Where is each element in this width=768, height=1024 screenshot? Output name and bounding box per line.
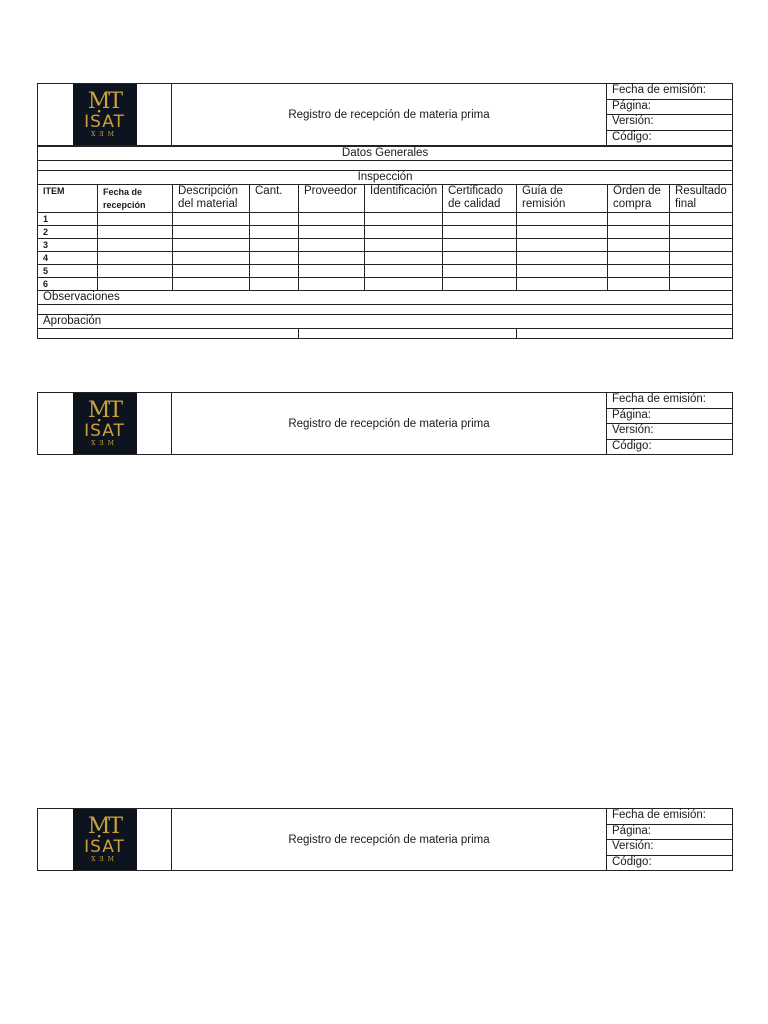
table-cell[interactable]: [365, 265, 443, 278]
col-purchase-order: Orden de compra: [608, 185, 670, 213]
approval-label: Aprobación: [38, 315, 733, 329]
table-cell[interactable]: [608, 239, 670, 252]
company-logo: [73, 84, 137, 145]
table-cell[interactable]: [299, 278, 365, 291]
table-cell[interactable]: [365, 278, 443, 291]
table-cell[interactable]: [608, 252, 670, 265]
field-issue-date: Fecha de emisión:: [607, 393, 733, 409]
field-issue-date: Fecha de emisión:: [607, 84, 733, 100]
table-cell[interactable]: [250, 239, 299, 252]
field-version: Versión:: [607, 115, 733, 131]
table-row: [38, 278, 733, 291]
section-general: Datos Generales: [38, 147, 733, 161]
general-blank-row[interactable]: [38, 161, 733, 171]
observations-label: Observaciones: [38, 291, 733, 305]
logo-word: ISAT: [84, 421, 125, 441]
table-cell[interactable]: [98, 226, 173, 239]
col-delivery-note: Guía de remisión: [517, 185, 608, 213]
table-cell[interactable]: [250, 278, 299, 291]
field-version: Versión:: [607, 840, 733, 856]
table-cell[interactable]: [517, 265, 608, 278]
logo-monogram: ṂT: [87, 814, 122, 839]
logo-sub: XƎM: [91, 440, 118, 447]
table-row: [38, 265, 733, 278]
table-cell[interactable]: [173, 252, 250, 265]
logo-sub: XƎM: [91, 131, 118, 138]
col-quality-certificate: Certificado de calidad: [443, 185, 517, 213]
table-cell[interactable]: [517, 239, 608, 252]
logo-cell: [38, 84, 172, 146]
logo-cell: [38, 809, 172, 871]
header-table: [37, 83, 733, 146]
document-title: Registro de recepción de materia prima: [172, 393, 607, 455]
header-table: [37, 392, 733, 455]
table-cell[interactable]: [443, 213, 517, 226]
table-row: [38, 239, 733, 252]
table-cell[interactable]: [365, 252, 443, 265]
table-cell[interactable]: [670, 239, 733, 252]
table-cell[interactable]: [517, 226, 608, 239]
table-cell[interactable]: [98, 213, 173, 226]
logo-monogram: ṂT: [87, 398, 122, 423]
table-cell[interactable]: [98, 252, 173, 265]
table-cell[interactable]: [443, 278, 517, 291]
col-identification: Identificación: [365, 185, 443, 213]
table-cell[interactable]: [299, 252, 365, 265]
table-cell[interactable]: [670, 213, 733, 226]
company-logo: [73, 393, 137, 454]
table-cell[interactable]: [608, 213, 670, 226]
table-cell[interactable]: [173, 226, 250, 239]
form-page-1: [37, 83, 732, 339]
table-cell[interactable]: [608, 278, 670, 291]
approval-field-3[interactable]: [517, 329, 733, 339]
table-cell[interactable]: [98, 239, 173, 252]
form-page-3-header: [37, 808, 732, 871]
col-final-result: Resultado final: [670, 185, 733, 213]
section-inspection: Inspección: [38, 171, 733, 185]
item-number: 5: [38, 265, 98, 278]
table-cell[interactable]: [299, 265, 365, 278]
table-cell[interactable]: [517, 278, 608, 291]
table-cell[interactable]: [365, 213, 443, 226]
logo-word: ISAT: [84, 837, 125, 857]
field-issue-date: Fecha de emisión:: [607, 809, 733, 825]
table-cell[interactable]: [365, 226, 443, 239]
col-supplier: Proveedor: [299, 185, 365, 213]
field-code: Código:: [607, 130, 733, 146]
table-cell[interactable]: [443, 226, 517, 239]
logo-sub: XƎM: [91, 856, 118, 863]
table-cell[interactable]: [443, 252, 517, 265]
table-row: [38, 213, 733, 226]
approval-field-1[interactable]: [38, 329, 299, 339]
table-cell[interactable]: [670, 265, 733, 278]
table-cell[interactable]: [365, 239, 443, 252]
table-cell[interactable]: [98, 278, 173, 291]
item-number: 2: [38, 226, 98, 239]
table-cell[interactable]: [299, 213, 365, 226]
field-code: Código:: [607, 439, 733, 455]
table-row: [38, 252, 733, 265]
table-cell[interactable]: [250, 252, 299, 265]
field-code: Código:: [607, 855, 733, 871]
logo-word: ISAT: [84, 112, 125, 132]
field-page: Página:: [607, 99, 733, 115]
table-cell[interactable]: [173, 278, 250, 291]
table-cell[interactable]: [250, 213, 299, 226]
table-cell[interactable]: [517, 213, 608, 226]
table-cell[interactable]: [173, 265, 250, 278]
document-title: Registro de recepción de materia prima: [172, 84, 607, 146]
table-cell[interactable]: [517, 252, 608, 265]
table-cell[interactable]: [670, 226, 733, 239]
col-reception-date: Fecha de recepción: [98, 185, 173, 213]
table-cell[interactable]: [173, 213, 250, 226]
table-cell[interactable]: [299, 226, 365, 239]
col-item: ITEM: [38, 185, 98, 213]
table-cell[interactable]: [670, 278, 733, 291]
form-page-2-header: [37, 392, 732, 455]
field-page: Página:: [607, 408, 733, 424]
table-cell[interactable]: [98, 265, 173, 278]
field-version: Versión:: [607, 424, 733, 440]
item-number: 6: [38, 278, 98, 291]
table-cell[interactable]: [443, 239, 517, 252]
logo-cell: [38, 393, 172, 455]
inspection-table: [37, 146, 733, 339]
company-logo: [73, 809, 137, 870]
table-cell[interactable]: [608, 226, 670, 239]
item-number: 4: [38, 252, 98, 265]
approval-field-2[interactable]: [299, 329, 517, 339]
table-cell[interactable]: [250, 265, 299, 278]
logo-monogram: ṂT: [87, 89, 122, 114]
item-number: 3: [38, 239, 98, 252]
col-quantity: Cant.: [250, 185, 299, 213]
header-table: [37, 808, 733, 871]
field-page: Página:: [607, 824, 733, 840]
table-cell[interactable]: [670, 252, 733, 265]
table-cell[interactable]: [173, 239, 250, 252]
item-rows: [38, 213, 733, 291]
table-cell[interactable]: [250, 226, 299, 239]
table-cell[interactable]: [608, 265, 670, 278]
item-number: 1: [38, 213, 98, 226]
document-title: Registro de recepción de materia prima: [172, 809, 607, 871]
observations-field[interactable]: [38, 305, 733, 315]
table-cell[interactable]: [443, 265, 517, 278]
table-row: [38, 226, 733, 239]
col-description: Descripción del material: [173, 185, 250, 213]
table-cell[interactable]: [299, 239, 365, 252]
